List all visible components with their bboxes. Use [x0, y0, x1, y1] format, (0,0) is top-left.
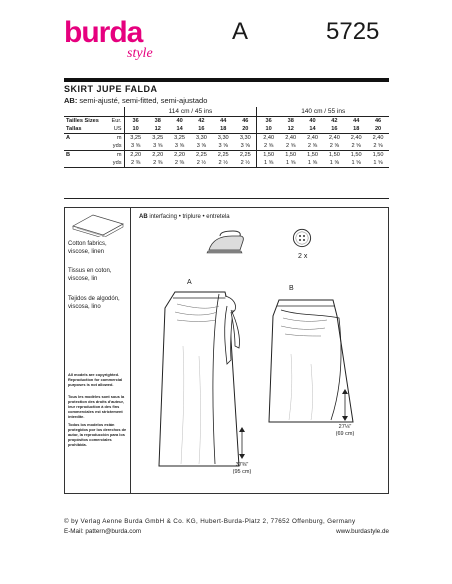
yardage-cell: 2 ⅜	[124, 159, 147, 168]
burda-style-logo	[64, 16, 154, 61]
size-cell: 10	[124, 125, 147, 134]
size-cell: 14	[302, 125, 324, 134]
yardage-cell: 1 ⅝	[323, 159, 345, 168]
yardage-cell: 1,50	[307, 151, 318, 158]
pattern-number: 5725	[326, 18, 380, 45]
iron-icon	[206, 230, 248, 254]
yardage-cell: 2,40	[372, 134, 384, 141]
yardage-cell: 3,30	[234, 133, 257, 142]
button-icon	[292, 228, 312, 248]
fabric-info-column	[65, 208, 131, 493]
website-link[interactable]: www.burdastyle.de	[336, 528, 389, 535]
us-size-row	[64, 125, 389, 134]
fit-views: AB:	[64, 96, 78, 105]
yardage-cell: 1,50	[328, 151, 340, 158]
size-cell: 44	[353, 117, 360, 124]
yardage-cell: 2,25	[234, 150, 257, 159]
yardage-cell: 2 ⅝	[367, 142, 389, 151]
yardage-cell: 2 ½	[190, 159, 212, 168]
yardage-cell: 1 ⅝	[280, 159, 302, 168]
length-b-inches: 27⅛"	[338, 424, 352, 430]
interfacing-views: AB	[139, 214, 148, 220]
fabric-swatch-icon	[69, 212, 125, 237]
yardage-cell: 3 ⅝	[169, 142, 191, 151]
yardage-cell: 2 ⅝	[323, 142, 345, 151]
size-cell: 36	[265, 117, 272, 124]
yardage-cell: 2 ⅝	[257, 142, 280, 151]
size-cell: 46	[374, 117, 382, 124]
unit-label: m	[110, 150, 124, 159]
yardage-cell: 2,20	[174, 151, 186, 158]
contact-line	[64, 528, 389, 535]
size-cell: 40	[309, 117, 316, 124]
view-a-label: A	[66, 134, 71, 141]
unit-label: m	[110, 133, 124, 142]
copyright-notice-es: Todos los modelos están protegidos por los derechos de autor, la reproducción para los propósitos comerciales prohibida.	[68, 422, 127, 447]
tallas-label: Tallas	[64, 125, 110, 134]
length-arrow-b	[341, 388, 349, 422]
version-letter: A	[232, 18, 249, 45]
yardage-cell: 3,25	[174, 134, 186, 141]
yardage-cell: 3,25	[152, 134, 164, 141]
view-a-meters-row	[64, 133, 389, 142]
yardage-cell: 2 ⅝	[345, 142, 367, 151]
header-divider	[64, 78, 389, 82]
size-cell: 20	[234, 125, 257, 134]
yardage-cell: 1,50	[263, 151, 275, 158]
yardage-cell: 1,50	[372, 151, 384, 158]
yardage-table	[64, 107, 389, 168]
size-cell: 42	[331, 117, 338, 124]
yardage-cell: 3 ⅝	[212, 142, 234, 151]
yardage-cell: 2 ⅝	[302, 142, 324, 151]
yardage-cell: 2 ⅜	[147, 159, 169, 168]
view-a-label: A	[187, 279, 192, 286]
yardage-cell: 2,40	[263, 134, 275, 141]
yardage-cell: 2 ⅝	[280, 142, 302, 151]
size-cell: 36	[132, 117, 139, 124]
yardage-cell: 2 ½	[234, 159, 257, 168]
view-b-label: B	[66, 151, 71, 158]
yardage-cell: 3 ⅝	[190, 142, 212, 151]
yardage-cell: 2,20	[130, 151, 142, 158]
size-cell: 12	[147, 125, 169, 134]
size-cell: 38	[154, 117, 161, 124]
size-cell: 14	[169, 125, 191, 134]
fabric-text-en: Cotton fabrics, viscose, linen	[68, 241, 107, 255]
size-cell: 16	[323, 125, 345, 134]
yardage-cell: 2,40	[350, 134, 362, 141]
copyright-notice-fr: Tous les modèles sont sous la protection des droits d'auteur, leur reproduction à des fins commerciales est strictement interdite.	[68, 394, 125, 419]
yardage-cell: 2,25	[195, 151, 207, 158]
length-measure-a	[225, 462, 259, 476]
table-bottom-divider	[64, 198, 389, 199]
interfacing-text: interfacing • triplure • entretela	[147, 214, 230, 220]
length-a-inches: 37⅜"	[235, 462, 249, 468]
length-a-cm: (95 cm)	[232, 469, 252, 475]
yardage-cell: 2,20	[152, 151, 164, 158]
eur-label: Eur.	[110, 116, 124, 125]
sizes-label: Tailles Sizes	[66, 117, 99, 124]
size-cell: 20	[367, 125, 389, 134]
interfacing-label	[139, 214, 230, 220]
contact-email[interactable]: E-Mail: pattern@burda.com	[64, 528, 142, 535]
view-b-yards-row	[64, 159, 389, 168]
yardage-cell: 2,40	[307, 134, 318, 141]
view-a-yards-row	[64, 142, 389, 151]
yardage-cell: 3,30	[195, 134, 207, 141]
copyright-notice-en: All models are copyrighted. Reproduction for commercial purposes is not allowed.	[68, 372, 123, 387]
size-cell: 12	[280, 125, 302, 134]
publisher-copyright: © by Verlag Aenne Burda GmbH & Co. KG, Hubert-Burda-Platz 2, 77652 Offenburg, Germany	[64, 518, 356, 525]
yardage-cell: 2,40	[328, 134, 340, 141]
fabric-width-a: 114 cm / 45 ins	[124, 107, 257, 116]
fabric-text-fr: Tissus en coton, viscose, lin	[68, 268, 112, 282]
yardage-cell: 1 ⅝	[302, 159, 324, 168]
yardage-cell: 3,25	[130, 134, 142, 141]
view-b-meters-row	[64, 150, 389, 159]
illustration-frame	[64, 207, 389, 494]
size-cell: 18	[212, 125, 234, 134]
us-label: US	[110, 125, 124, 134]
yardage-cell: 1 ⅝	[257, 159, 280, 168]
fit-description	[64, 96, 207, 105]
length-arrow-a	[238, 426, 246, 460]
yardage-cell: 2 ½	[212, 159, 234, 168]
eur-size-row	[64, 116, 389, 125]
yardage-cell: 3 ⅝	[124, 142, 147, 151]
view-b-label: B	[289, 285, 294, 292]
size-cell: 44	[220, 117, 227, 124]
size-cell: 42	[198, 117, 205, 124]
size-cell: 16	[190, 125, 212, 134]
button-quantity: 2 x	[298, 253, 308, 260]
size-cell: 18	[345, 125, 367, 134]
fit-text: semi-ajusté, semi-fitted, semi-ajustado	[77, 96, 208, 105]
size-cell: 38	[287, 117, 294, 124]
fabric-width-header-row	[64, 107, 389, 116]
size-cell: 40	[176, 117, 183, 124]
length-measure-b	[327, 424, 363, 438]
yardage-cell: 3 ⅝	[147, 142, 169, 151]
yardage-cell: 2 ⅜	[169, 159, 191, 168]
yardage-cell: 1 ⅝	[345, 159, 367, 168]
yardage-cell: 3,30	[217, 134, 229, 141]
fabric-width-b: 140 cm / 55 ins	[257, 107, 389, 116]
unit-label: yds	[110, 159, 124, 168]
length-b-cm: (69 cm)	[335, 431, 355, 437]
fabric-text-es: Tejidos de algodón, viscosa, lino	[68, 296, 120, 310]
yardage-cell: 1,50	[350, 151, 362, 158]
yardage-cell: 3 ⅝	[234, 142, 257, 151]
yardage-cell: 1 ⅝	[367, 159, 389, 168]
unit-label: yds	[110, 142, 124, 151]
logo-wordmark: burda	[64, 16, 143, 49]
logo-subtitle: style	[127, 46, 153, 61]
yardage-cell: 2,25	[217, 151, 229, 158]
garment-title: SKIRT JUPE FALDA	[64, 84, 158, 94]
yardage-cell: 2,40	[285, 134, 297, 141]
size-cell: 10	[257, 125, 280, 134]
yardage-cell: 1,50	[285, 151, 297, 158]
size-cell: 46	[234, 116, 257, 125]
